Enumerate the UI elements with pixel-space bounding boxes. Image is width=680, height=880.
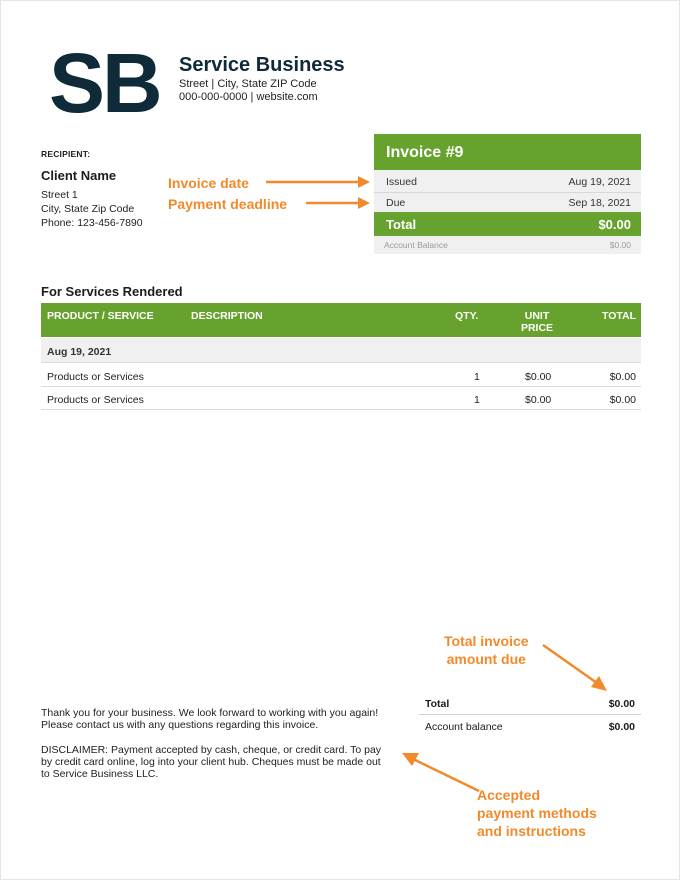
row-total: $0.00 [609,394,636,406]
client-street: Street 1 [41,189,78,201]
annotation-total-due-line2: amount due [446,651,526,667]
col-description: DESCRIPTION [191,310,263,322]
thank-you-line1: Thank you for your business. We look forward to working with you again! [41,707,379,719]
service-date-row [41,338,641,363]
invoice-divider [374,192,641,193]
invoice-title: Invoice #9 [374,134,641,170]
business-logo: SB [49,36,160,130]
row-qty: 1 [474,394,480,406]
disclaimer [41,744,401,780]
due-label: Due [386,197,406,209]
row-product: Products or Services [47,371,144,383]
business-contact: 000-000-0000 | website.com [179,91,318,103]
invoice-total-bar [374,212,641,236]
arrow-icon-payment-deadline [304,196,374,210]
annotation-total-due [444,632,529,668]
arrow-icon-total-due [539,639,611,695]
annotation-total-due-line1: Total invoice [444,633,529,649]
summary-divider [419,714,641,715]
row-product: Products or Services [47,394,144,406]
col-unit-price-line2: PRICE [520,322,554,334]
annotation-payment-line3: and instructions [477,823,586,839]
thank-you-line2: Please contact us with any questions regarding this invoice. [41,719,319,731]
summary-balance-value: $0.00 [608,721,635,733]
invoice-total-value: $0.00 [598,217,631,232]
arrow-icon-invoice-date [264,175,374,189]
issued-value: Aug 19, 2021 [568,176,631,188]
due-value: Sep 18, 2021 [568,197,631,209]
row-total: $0.00 [609,371,636,383]
thank-you-note [41,707,378,731]
business-address: Street | City, State ZIP Code [179,78,317,90]
recipient-label: RECIPIENT: [41,149,91,159]
summary-total-value: $0.00 [608,698,635,710]
disclaimer-line2: by credit card online, log into your client hub. Cheques must be made out [41,756,381,768]
col-qty: QTY. [455,310,479,322]
client-city: City, State Zip Code [41,203,135,215]
services-title: For Services Rendered [41,284,183,299]
client-phone: Phone: 123-456-7890 [41,217,143,229]
annotation-payment-methods [477,786,597,840]
invoice-summary-box [374,134,641,254]
invoice-total-label: Total [386,217,417,232]
issued-label: Issued [386,176,417,188]
disclaimer-line3: to Service Business LLC. [41,768,159,780]
row-unit-price: $0.00 [525,394,552,406]
annotation-payment-line1: Accepted [477,787,541,803]
annotation-invoice-date: Invoice date [168,175,249,191]
row-qty: 1 [474,371,480,383]
account-balance-label: Account Balance [384,240,448,250]
summary-balance-label: Account balance [425,721,503,733]
annotation-payment-deadline: Payment deadline [168,196,288,212]
row-unit-price: $0.00 [525,371,552,383]
disclaimer-line1: DISCLAIMER: Payment accepted by cash, cheque, or credit card. To pay [41,744,382,756]
col-unit-price-line1: UNIT [524,310,550,322]
col-product-service: PRODUCT / SERVICE [47,310,154,322]
col-total: TOTAL [601,310,636,322]
col-unit-price [519,310,555,334]
arrow-icon-payment-methods [399,749,485,797]
table-row [41,364,641,387]
client-name: Client Name [41,168,117,183]
service-date: Aug 19, 2021 [47,346,112,358]
summary-total-label: Total [425,698,450,710]
business-name: Service Business [179,54,345,76]
account-balance-value: $0.00 [609,240,631,250]
annotation-payment-line2: payment methods [477,805,597,821]
table-row [41,387,641,410]
services-table-header [41,303,641,337]
